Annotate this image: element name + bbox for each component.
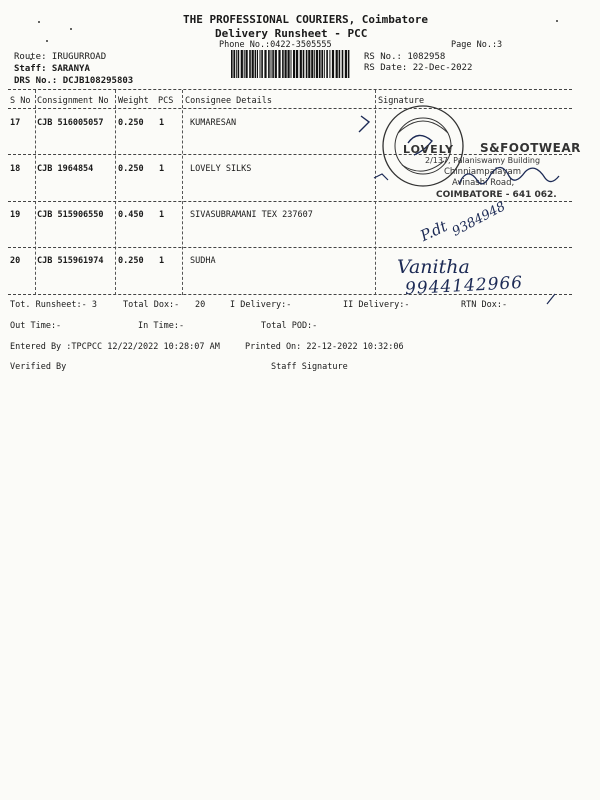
shop-stamp-type: S&FOOTWEAR	[480, 141, 581, 155]
handwritten-name: Vanitha	[397, 256, 470, 278]
row-consignee: LOVELY SILKS	[190, 164, 252, 174]
row-consignment: CJB 515961974	[37, 256, 104, 266]
shop-stamp-address: Avinashi Road,	[452, 178, 515, 188]
row-pcs: 1	[159, 256, 165, 266]
in-time: In Time:-	[138, 321, 185, 331]
col-header-sno: S No	[10, 96, 31, 106]
ii-delivery: II Delivery:-	[343, 300, 410, 310]
row-weight: 0.450	[118, 210, 144, 220]
signature-mark	[372, 170, 392, 184]
total-runsheet: Tot. Runsheet:- 3	[10, 300, 97, 310]
verified-by: Verified By	[10, 362, 67, 372]
staff-name: Staff: SARANYA	[14, 64, 90, 74]
shop-stamp-city: COIMBATORE - 641 062.	[436, 190, 557, 200]
shop-stamp-address: Chinniampalayam	[444, 167, 522, 177]
out-time: Out Time:-	[10, 321, 62, 331]
i-delivery: I Delivery:-	[230, 300, 292, 310]
column-rule	[182, 90, 183, 295]
row-sno: 19	[10, 210, 21, 220]
row-weight: 0.250	[118, 118, 144, 128]
col-header-consignee: Consignee Details	[185, 96, 272, 106]
drs-number: DRS No.: DCJB108295803	[14, 76, 134, 86]
column-rule	[35, 90, 36, 295]
row-pcs: 1	[159, 210, 165, 220]
row-pcs: 1	[159, 164, 165, 174]
row-sno: 17	[10, 118, 21, 128]
col-header-pcs: PCS	[158, 96, 174, 106]
rtn-dox: RTN Dox:-	[461, 300, 508, 310]
row-weight: 0.250	[118, 256, 144, 266]
row-consignee: SIVASUBRAMANI TEX 237607	[190, 210, 313, 220]
rs-date: RS Date: 22-Dec-2022	[364, 63, 473, 73]
rs-number: RS No.: 1082958	[364, 52, 446, 62]
divider	[8, 108, 572, 109]
row-sno: 20	[10, 256, 21, 266]
page-number: Page No.:3	[451, 40, 503, 50]
row-weight: 0.250	[118, 164, 144, 174]
scan-speck	[70, 28, 72, 30]
company-name: THE PROFESSIONAL COURIERS, Coimbatore	[183, 13, 429, 26]
row-consignee: KUMARESAN	[190, 118, 237, 128]
printed-on: Printed On: 22-12-2022 10:32:06	[245, 342, 404, 352]
phone-number: Phone No.:0422-3505555	[219, 40, 332, 50]
barcode	[230, 50, 352, 78]
shop-stamp-name: LOVELY	[403, 143, 454, 156]
row-consignee: SUDHA	[190, 256, 216, 266]
signature-mark	[545, 292, 559, 306]
scan-speck	[38, 21, 40, 23]
handwritten-phone: 9944142966	[404, 272, 524, 300]
shop-stamp-address: 2/137, Palaniswamy Building	[425, 156, 541, 165]
total-dox-value: 20	[195, 300, 206, 310]
col-header-signature: Signature	[378, 96, 425, 106]
col-header-consignment: Consignment No	[37, 96, 109, 106]
col-header-weight: Weight	[118, 96, 149, 106]
scan-speck	[556, 20, 558, 22]
entered-by: Entered By :TPCPCC 12/22/2022 10:28:07 AM	[10, 342, 220, 352]
row-consignment: CJB 1964854	[37, 164, 94, 174]
divider	[8, 89, 572, 90]
row-consignment: CJB 516005057	[37, 118, 104, 128]
scan-speck	[46, 40, 48, 42]
row-sno: 18	[10, 164, 21, 174]
total-dox-label: Total Dox:-	[123, 300, 180, 310]
divider	[8, 201, 572, 202]
divider	[8, 247, 572, 248]
row-consignment: CJB 515906550	[37, 210, 104, 220]
row-pcs: 1	[159, 118, 165, 128]
route: Route: IRUGURROAD	[14, 52, 107, 62]
handwritten-signature	[455, 162, 565, 196]
handwritten-phone: 9384948	[449, 199, 509, 240]
total-pod: Total POD:-	[261, 321, 318, 331]
staff-signature: Staff Signature	[271, 362, 348, 372]
runsheet-title: Delivery Runsheet - PCC	[215, 27, 368, 40]
column-rule	[115, 90, 116, 295]
handwritten-signature: P.dt	[417, 217, 450, 245]
